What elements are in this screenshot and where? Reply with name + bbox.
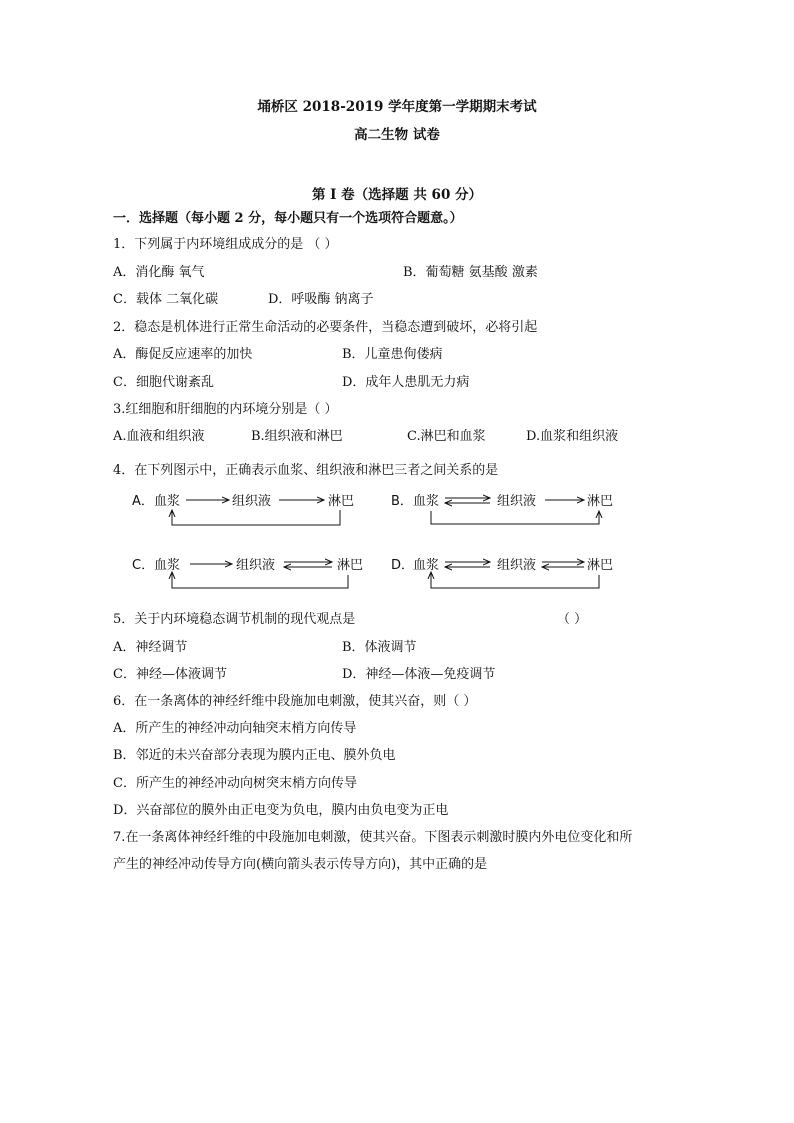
q1-option-b: B．葡萄糖 氨基酸 激素 bbox=[403, 265, 538, 280]
q1-option-a: A．消化酶 氧气 bbox=[113, 265, 205, 280]
q5-option-b: B．体液调节 bbox=[342, 640, 417, 655]
q7-stem-continued: 产生的神经冲动传导方向(横向箭头表示传导方向)，其中正确的是 bbox=[113, 857, 488, 872]
q3-option-a: A.血液和组织液 bbox=[113, 429, 205, 444]
diagram-c-node-lymph: 淋巴 bbox=[337, 558, 364, 573]
q4-diagram-d bbox=[391, 557, 613, 588]
diagram-a-node-lymph: 淋巴 bbox=[328, 494, 355, 509]
q1-stem: 1．下列属于内环境组成成分的是 （ ） bbox=[113, 237, 338, 252]
diagram-c-label: C． bbox=[132, 558, 155, 573]
q5-stem: 5．关于内环境稳态调节机制的现代观点是 bbox=[113, 612, 356, 627]
diagram-c-node-tissue: 组织液 bbox=[236, 558, 276, 573]
diagram-d-node-tissue: 组织液 bbox=[497, 558, 537, 573]
q6-option-a: A．所产生的神经冲动向轴突末梢方向传导 bbox=[113, 721, 357, 736]
q2-stem: 2．稳态是机体进行正常生命活动的必要条件，当稳态遭到破坏，必将引起 bbox=[113, 320, 538, 335]
q3-option-c: C.淋巴和血浆 bbox=[407, 429, 486, 444]
exam-subtitle: 高二生物 试卷 bbox=[354, 127, 440, 143]
diagram-b-node-tissue: 组织液 bbox=[497, 494, 537, 509]
q5-answer-paren: （ ） bbox=[557, 612, 588, 627]
q2-option-d: D．成年人患肌无力病 bbox=[342, 375, 470, 390]
section-heading: 一．选择题（每小题 2 分，每小题只有一个选项符合题意。） bbox=[113, 211, 463, 226]
q5-option-d: D．神经—体液—免疫调节 bbox=[342, 667, 496, 682]
diagram-b-node-plasma: 血浆 bbox=[413, 494, 440, 509]
q2-option-b: B．儿童患佝偻病 bbox=[342, 347, 443, 362]
q3-option-d: D.血浆和组织液 bbox=[526, 429, 619, 444]
q3-stem: 3.红细胞和肝细胞的内环境分别是（ ） bbox=[113, 402, 338, 417]
diagram-b-node-lymph: 淋巴 bbox=[587, 494, 614, 509]
diagram-a-label: A． bbox=[132, 494, 154, 509]
exam-title: 埇桥区 2018-2019 学年度第一学期期末考试 bbox=[257, 99, 537, 115]
diagram-d-node-lymph: 淋巴 bbox=[587, 558, 614, 573]
diagram-b-label: B． bbox=[391, 494, 413, 509]
diagram-d-label: D． bbox=[391, 558, 415, 573]
q7-stem: 7.在一条离体神经纤维的中段施加电刺激，使其兴奋。下图表示刺激时膜内外电位变化和所 bbox=[113, 830, 633, 845]
diagram-d-node-plasma: 血浆 bbox=[413, 558, 440, 573]
part-heading: 第 I 卷（选择题 共 60 分） bbox=[311, 187, 483, 203]
q5-option-a: A．神经调节 bbox=[113, 640, 188, 655]
diagram-a-node-plasma: 血浆 bbox=[154, 494, 181, 509]
q3-option-b: B.组织液和淋巴 bbox=[251, 429, 343, 444]
q2-option-a: A．酶促反应速率的加快 bbox=[113, 347, 253, 362]
q1-option-c: C．载体 二氧化碳 bbox=[113, 292, 219, 307]
q4-diagram-c bbox=[132, 557, 363, 588]
diagram-a-node-tissue: 组织液 bbox=[232, 494, 272, 509]
diagram-c-node-plasma: 血浆 bbox=[154, 558, 181, 573]
q5-option-c: C．神经—体液调节 bbox=[113, 667, 227, 682]
q1-option-d: D．呼吸酶 钠离子 bbox=[268, 292, 374, 307]
q6-option-b: B．邻近的未兴奋部分表现为膜内正电、膜外负电 bbox=[113, 748, 396, 763]
q4-stem: 4．在下列图示中，正确表示血浆、组织液和淋巴三者之间关系的是 bbox=[113, 463, 499, 478]
q4-diagram-b bbox=[391, 493, 613, 524]
q4-diagram-a bbox=[132, 493, 354, 525]
q6-stem: 6．在一条离体的神经纤维中段施加电刺激，使其兴奋，则（ ） bbox=[113, 694, 477, 709]
q6-option-c: C．所产生的神经冲动向树突末梢方向传导 bbox=[113, 776, 357, 791]
q2-option-c: C．细胞代谢紊乱 bbox=[113, 375, 214, 390]
q6-option-d: D．兴奋部位的膜外由正电变为负电，膜内由负电变为正电 bbox=[113, 803, 449, 818]
